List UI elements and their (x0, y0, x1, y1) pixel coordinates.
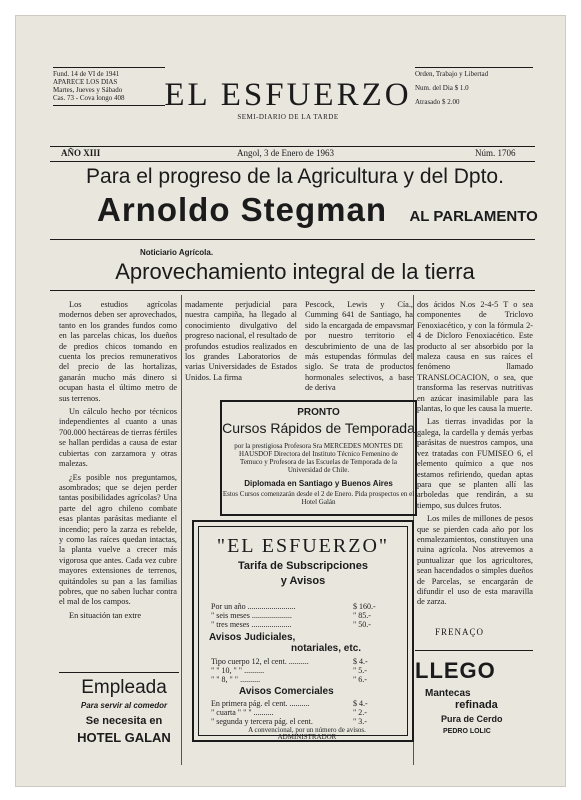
newspaper-subtitle: SEMI-DIARIO DE LA TARDE (237, 113, 339, 121)
address-line: Cas. 73 - Cova longo 408 (53, 94, 125, 102)
courses-ad-heading: PRONTO (297, 407, 340, 418)
courses-ad-location: Diplomada en Santiago y Buenos Aires (244, 479, 393, 488)
rates-title-line2: y Avisos (280, 575, 326, 587)
masthead-right-info (415, 70, 533, 106)
price-today: Num. del Dia $ 1.0 (415, 84, 469, 92)
paragraph: Los estudios agrícolas modernos deben ser aprovechados, tanto en los grandes fundos como en las parcelas chicas, los dueños de predios chicos tomando en cuenta los precios remunerativos del precio de las hortalizas, ganarán mucho más dinero si ocupan hasta el último metro de sus terrenos. (59, 300, 177, 403)
rate-value: $ 160.- (353, 602, 376, 611)
rate-label: " cuarta " " " .......... (211, 708, 274, 717)
motto-line: Orden, Trabajo y Libertad (415, 70, 489, 78)
candidate-name: Arnoldo Stegman (97, 191, 388, 228)
paragraph: En situación tan extre (69, 610, 142, 620)
lard-ad-line2: refinada (455, 699, 498, 711)
rate-value: " 2.- (353, 708, 367, 717)
dateline-rule-top (50, 146, 535, 147)
rates-title-line1: Tarifa de Subscripciones (237, 560, 368, 572)
courses-ad (220, 400, 417, 516)
paragraph: ¿Es posible nos preguntamos, asombrados; que se dejen perder tantas posibilidades agrícolas? Una parte del agro chileno combate esas plantas parásitas mediante el incendio; pero la zarza es rebelde, y como las raíces quedan intactas, la planta vuelve a crecer más vigorosa que antes. Cada vez cubre mayores extensiones de terrenos, quitándoles su pan a las familias pobres, que no saben luchar contra el mal de los campos. (59, 472, 177, 607)
paragraph: Los miles de millones de pesos que se pierden cada año por los enmalezamientos, constituyen una ruina agrícola. Nos atrevemos a puntualizar que los agricultores, sean hacendados o simples dueños de Parcelas, se encargarán de difundir el uso de esta maravilla de zarza. (417, 514, 533, 607)
commercial-rate-row (211, 717, 367, 726)
paragraph: Un cálculo hecho por técnicos independientes al cuanto a unas 700.000 hectáreas de tierras fértiles se hallan perdidas a causa de estar cubiertas con zarzamora y otras malezas. (59, 407, 177, 469)
dateline-rule-bottom (50, 161, 535, 162)
judicial-ads-heading-2: notariales, etc. (291, 643, 362, 654)
lard-ad (415, 658, 533, 735)
paragraph: Pescock, Lewis y Cía., Cumming 641 de Santiago, ha sido la encargada de empavsmar por nuestro territorio el descubrimiento de una de las más estupendas fórmulas del siglo. Se trata de productos hormonales selectivos, a base de deriva (305, 300, 413, 393)
judicial-ads-heading: Avisos Judiciales, (209, 632, 296, 643)
rate-label: Por un año ........................ (211, 602, 296, 611)
newspaper-page (15, 15, 566, 787)
rate-label: " segunda y tercera pág. el cent. (211, 717, 313, 726)
days-line: Martes, Jueves y Sábado (53, 86, 123, 94)
section-label: Noticiario Agrícola. (140, 248, 214, 257)
rate-label: " " 8, " " .......... (211, 675, 261, 684)
appears-line: APARECE LOS DIAS (53, 78, 118, 86)
judicial-rate-row (211, 666, 367, 675)
rate-value: " 85.- (353, 611, 371, 620)
rate-label: " seis meses .................... (211, 611, 292, 620)
article-signature: FRENAÇO (435, 627, 485, 637)
subscription-rate-row (211, 620, 371, 629)
rates-footer-note: A convencional, por un número de avisos. (248, 726, 366, 734)
rate-label: En primera pág. el cent. .......... (211, 699, 310, 708)
article-column-3 (305, 300, 413, 397)
courses-ad-footer: Estos Cursos comenzarán desde el 2 de Enero. Pida prospectos en el Hotel Galán (222, 490, 415, 506)
rate-value: " 6.- (353, 675, 367, 684)
rate-label: Tipo cuerpo 12, el cent. .......... (211, 657, 309, 666)
issue-date: Angol, 3 de Enero de 1963 (237, 148, 334, 158)
founded-line: Fund. 14 de VI de 1941 (53, 70, 120, 78)
rates-admin: ADMINISTRADOR (277, 733, 337, 741)
candidate-suffix: AL PARLAMENTO (409, 208, 538, 225)
lard-ad-line1: Mantecas (425, 688, 471, 699)
rates-paper-name: "EL ESFUERZO" (216, 535, 390, 557)
rates-box-inner (198, 526, 408, 741)
paragraph: madamente perjudicial para nuestra campiña, ha llegado al conocimiento divulgativo del progreso nacional, el resultado de profundos estudios realizados en los grandes Laboratorios de varias Universidades de Estados Unidos. La firma (185, 300, 297, 382)
subscription-rate-row (211, 611, 371, 620)
lard-ad-line3: Pura de Cerdo (441, 714, 503, 724)
rate-value: $ 4.- (353, 657, 368, 666)
article-headline: Aprovechamiento integral de la tierra (115, 259, 475, 284)
masthead (163, 77, 413, 121)
empleada-ad-rule (59, 672, 179, 673)
masthead-left-info (53, 70, 165, 102)
paragraph: dos ácidos N.os 2-4-5 T o sea componentes de Triclovo Fenoxiacético, y con la fórmula 2-4 de Dicloro Fenoxiacético. Este producto al ser absorbido por la maleza causa en sus raíces el fenómeno llamado TRANSLOCACION, o sea, que transforma las reservas nutritivas en azúcar inasimilable para las plantas, lo que les causa la muerte. (417, 300, 533, 414)
masthead-right-rule-top (415, 67, 533, 68)
article-column-2 (185, 300, 297, 386)
judicial-rate-row (211, 657, 368, 666)
rate-value: " 5.- (353, 666, 367, 675)
employee-ad-line2: Se necesita en (85, 715, 163, 727)
year-number: AÑO XIII (61, 148, 101, 158)
rate-label: " tres meses .................... (211, 620, 292, 629)
newspaper-title: EL ESFUERZO (164, 77, 412, 113)
headline-rule (50, 239, 535, 240)
issue-number: Núm. 1706 (475, 148, 516, 158)
article-rule (50, 290, 535, 291)
rate-value: " 3.- (353, 717, 367, 726)
employee-ad-title: Empleada (81, 677, 167, 698)
price-back-issue: Atrasado $ 2.00 (415, 98, 460, 106)
lard-ad-title: LLEGO (415, 658, 496, 683)
rate-value: $ 4.- (353, 699, 368, 708)
subscription-rate-row (211, 602, 376, 611)
courses-ad-body: por la prestigiosa Profesora Sra MERCEDES MONTES DE HAUSDOF Directora del Instituto Técnico Femenino de Temuco y Profesora de las Escuelas de Temporada de la Universidad de Chile. (234, 442, 403, 474)
article-column-4 (417, 300, 533, 611)
rates-box (192, 520, 414, 742)
commercial-rate-row (211, 699, 368, 708)
courses-ad-title: Cursos Rápidos de Temporada (222, 420, 415, 436)
candidate-headline (97, 191, 547, 229)
rate-label: " " 10, " " .......... (211, 666, 265, 675)
political-headline: Para el progreso de la Agricultura y del Dpto. (86, 165, 504, 188)
rate-value: " 50.- (353, 620, 371, 629)
employee-ad-line3: HOTEL GALAN (77, 730, 171, 745)
article-column-1 (59, 300, 177, 624)
masthead-left-rule-top (53, 67, 165, 68)
llego-ad-rule (415, 650, 533, 651)
lard-ad-line4: PEDRO LOLIC (443, 728, 491, 735)
commercial-rate-row (211, 708, 367, 717)
judicial-rate-row (211, 675, 367, 684)
employee-ad-line1: Para servir al comedor (80, 701, 168, 710)
employee-ad (65, 677, 183, 745)
paragraph: Las tierras invadidas por la galega, la cardella y demás yerbas parásitas de nuestros campos, una vez tratadas con FUMISEO 6, el elemento químico a que nos estamos refiriendo, quedan aptas para que se planten allí las arboledas que rendirán, a su tiempo, sus dulces frutos. (417, 417, 533, 510)
masthead-left-rule-bottom (53, 105, 165, 106)
commercial-ads-heading: Avisos Comerciales (239, 686, 334, 697)
